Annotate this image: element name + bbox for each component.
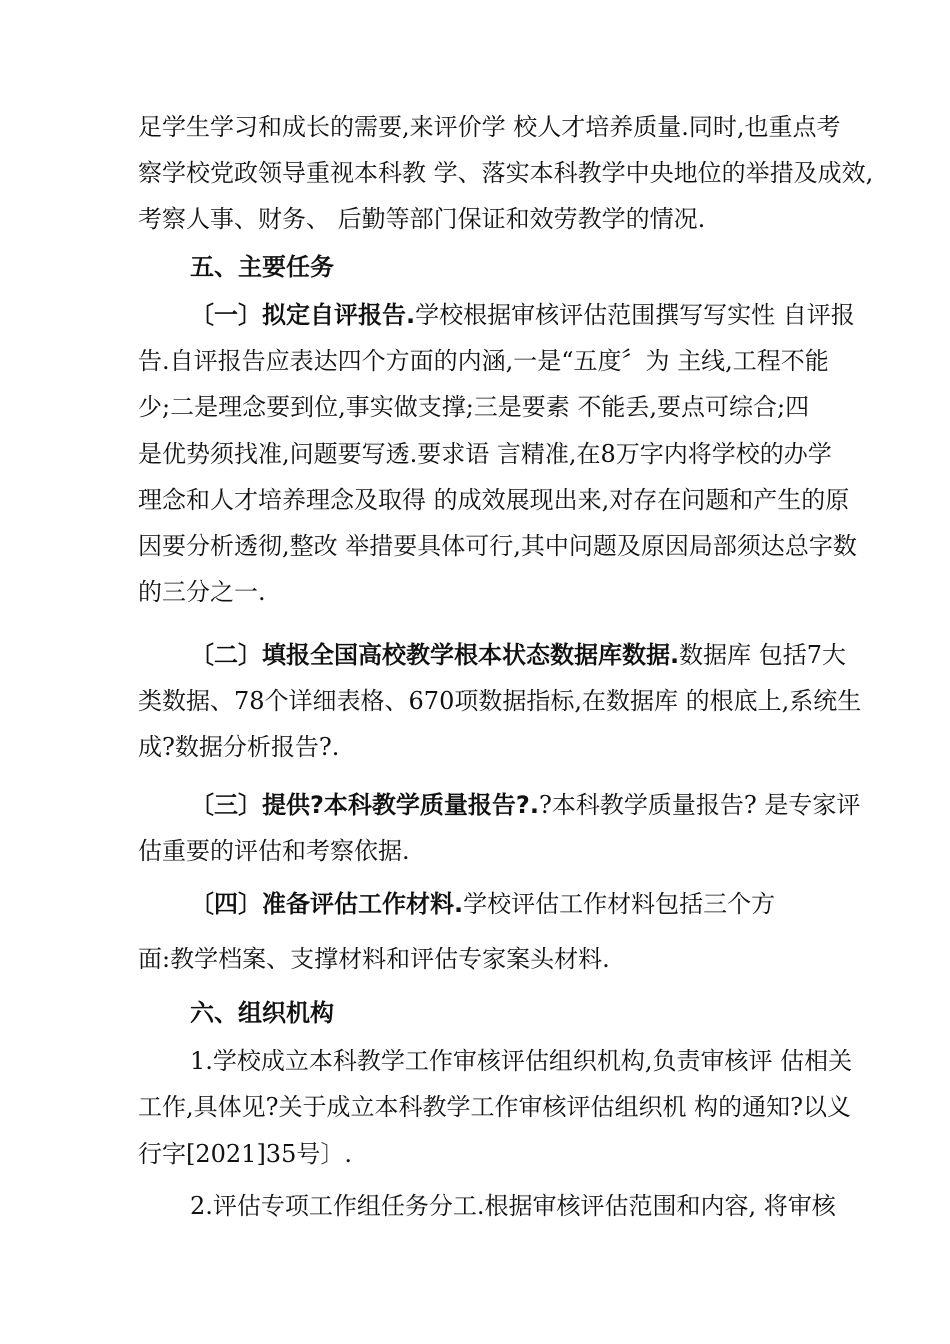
paragraph-line: 行字[2021]35号〕.	[138, 1140, 352, 1168]
item-one-line	[190, 298, 880, 332]
item-four-text: 学校评估工作材料包括三个方	[463, 890, 776, 918]
paragraph-line: 告.自评报告应表达四个方面的内涵,一是“五度〞为 主线,工程不能	[138, 347, 829, 375]
paragraph-line: 面:教学档案、支撑材料和评估专家案头材料.	[138, 945, 610, 973]
item-three-title: 〔三〕提供?本科教学质量报告?.	[190, 791, 539, 819]
paragraph-line: 因要分析透彻,整改 举措要具体可行,其中问题及原因局部须达总字数	[138, 532, 857, 560]
item-three-text: ?本科教学质量报告? 是专家评	[538, 791, 861, 819]
paragraph-line: 的三分之一.	[138, 578, 266, 606]
paragraph-line: 足学生学习和成长的需要,来评价学 校人才培养质量.同时,也重点考	[138, 113, 841, 141]
paragraph-line: 少;二是理念要到位,事实做支撑;三是要素 不能丢,要点可综合;四	[138, 393, 810, 421]
paragraph-line: 类数据、78个详细表格、670项数据指标,在数据库 的根底上,系统生	[138, 687, 862, 715]
item-one-title: 〔一〕拟定自评报告.	[190, 301, 416, 329]
item-four-title: 〔四〕准备评估工作材料.	[190, 890, 464, 918]
paragraph-line: 1.学校成立本科教学工作审核评估组织机构,负责审核评 估相关	[190, 1047, 853, 1075]
item-two-line	[190, 638, 880, 672]
section-heading-five: 五、主要任务	[190, 253, 334, 281]
item-three-line	[190, 788, 880, 822]
item-two-title: 〔二〕填报全国高校教学根本状态数据库数据.	[190, 641, 680, 669]
paragraph-line: 是优势须找准,问题要写透.要求语 言精准,在8万字内将学校的办学	[138, 440, 832, 468]
section-heading-six: 六、组织机构	[190, 999, 334, 1027]
item-two-text: 数据库 包括7大	[679, 641, 847, 669]
paragraph-line: 工作,具体见?关于成立本科教学工作审核评估组织机 构的通知?以义	[138, 1093, 851, 1121]
paragraph-line: 2.评估专项工作组任务分工.根据审核评估范围和内容, 将审核	[190, 1192, 836, 1220]
paragraph-line: 察学校党政领导重视本科教 学、落实本科教学中央地位的举措及成效,	[138, 159, 874, 187]
paragraph-line: 考察人事、财务、 后勤等部门保证和效劳教学的情况.	[138, 205, 706, 233]
paragraph-line: 成?数据分析报告?.	[138, 733, 340, 761]
item-four-line	[190, 887, 880, 921]
paragraph-line: 估重要的评估和考察依据.	[138, 837, 410, 865]
paragraph-line: 理念和人才培养理念及取得 的成效展现出来,对存在问题和产生的原	[138, 486, 850, 514]
item-one-text: 学校根据审核评估范围撰写写实性 自评报	[415, 301, 855, 329]
